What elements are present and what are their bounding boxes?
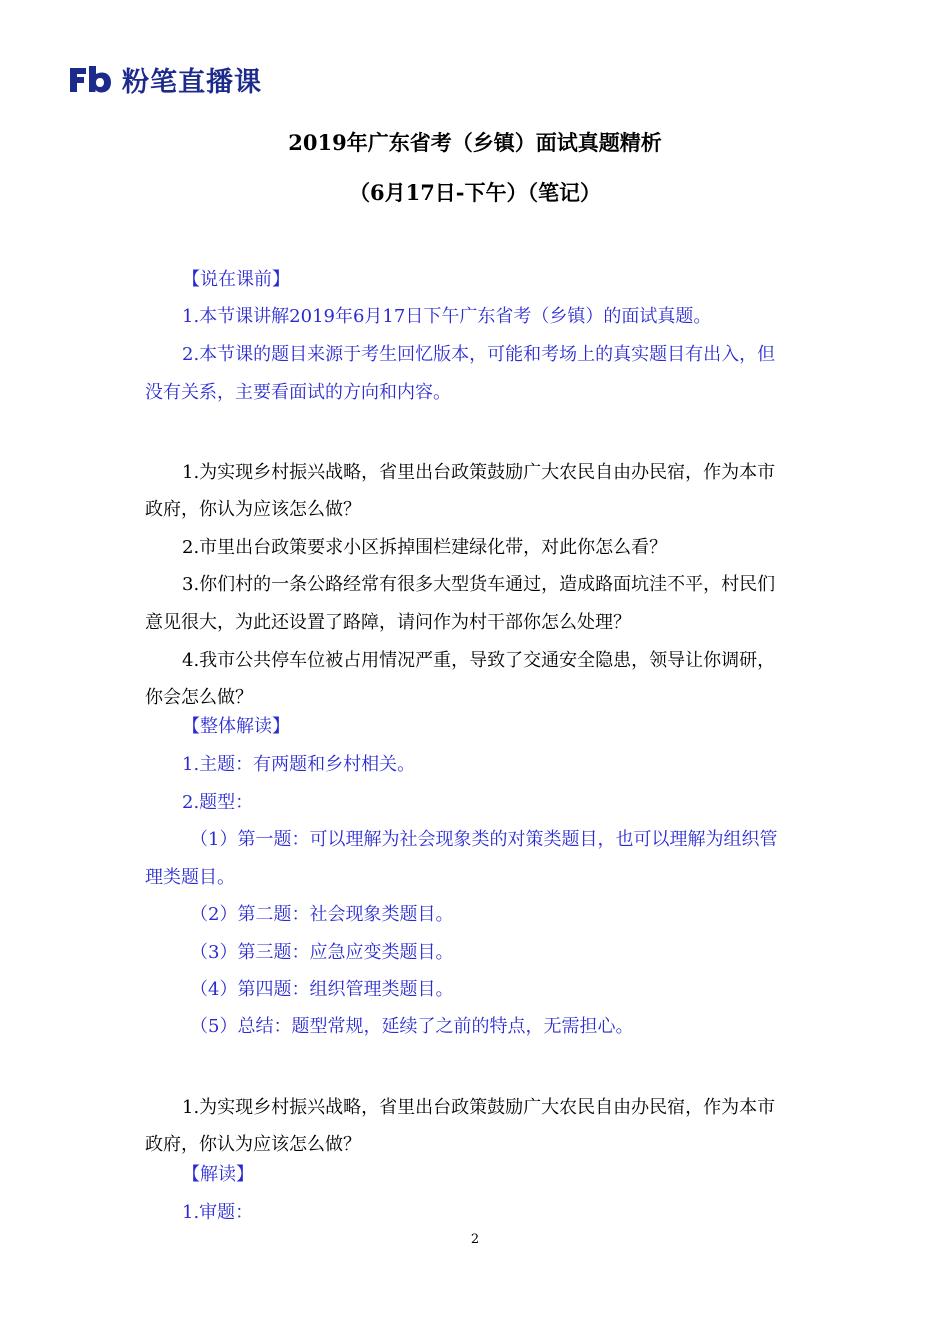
question-3-cont: 意见很大，为此还设置了路障，请问作为村干部你怎么处理？	[145, 612, 631, 633]
fenbi-logo-icon	[68, 64, 112, 94]
question-1: 1.为实现乡村振兴战略，省里出台政策鼓励广大农民自由办民宿，作为本市	[182, 462, 776, 483]
overview-type-1: （1）第一题：可以理解为社会现象类的对策类题目，也可以理解为组织管	[190, 829, 778, 850]
question-1-cont: 政府，你认为应该怎么做？	[145, 499, 361, 520]
overview-type-4: （4）第四题：组织管理类题目。	[190, 979, 454, 1000]
overview-heading: 【整体解读】	[182, 716, 290, 737]
question-4: 4.我市公共停车位被占用情况严重，导致了交通安全隐患，领导让你调研，	[182, 650, 776, 671]
preface-item-2-cont: 没有关系，主要看面试的方向和内容。	[145, 382, 451, 403]
question-4-cont: 你会怎么做？	[145, 687, 253, 708]
page-number: 2	[470, 1232, 480, 1247]
overview-type-label: 2.题型：	[182, 792, 254, 813]
preface-heading: 【说在课前】	[182, 269, 290, 290]
analysis-question-1: 1.为实现乡村振兴战略，省里出台政策鼓励广大农民自由办民宿，作为本市	[182, 1097, 776, 1118]
overview-type-1-cont: 理类题目。	[145, 867, 235, 888]
overview-type-3: （3）第三题：应急应变类题目。	[190, 942, 454, 963]
question-3: 3.你们村的一条公路经常有很多大型货车通过，造成路面坑洼不平，村民们	[182, 574, 776, 595]
brand-name: 粉笔直播课	[122, 66, 262, 98]
overview-summary: （5）总结：题型常规，延续了之前的特点，无需担心。	[190, 1016, 634, 1037]
overview-type-2: （2）第二题：社会现象类题目。	[190, 904, 454, 925]
question-2: 2.市里出台政策要求小区拆掉围栏建绿化带，对此你怎么看？	[182, 537, 668, 558]
preface-item-2: 2.本节课的题目来源于考生回忆版本，可能和考场上的真实题目有出入，但	[182, 344, 776, 365]
analysis-heading: 【解读】	[182, 1164, 254, 1185]
analysis-question-1-cont: 政府，你认为应该怎么做？	[145, 1134, 361, 1155]
analysis-step-1: 1.审题：	[182, 1202, 254, 1223]
preface-item-1: 1.本节课讲解2019年6月17日下午广东省考（乡镇）的面试真题。	[182, 306, 712, 327]
document-title: 2019年广东省考（乡镇）面试真题精析	[288, 130, 662, 155]
document-subtitle: （6月17日-下午）（笔记）	[348, 180, 602, 205]
overview-topic: 1.主题：有两题和乡村相关。	[182, 754, 416, 775]
brand-logo	[68, 62, 262, 96]
